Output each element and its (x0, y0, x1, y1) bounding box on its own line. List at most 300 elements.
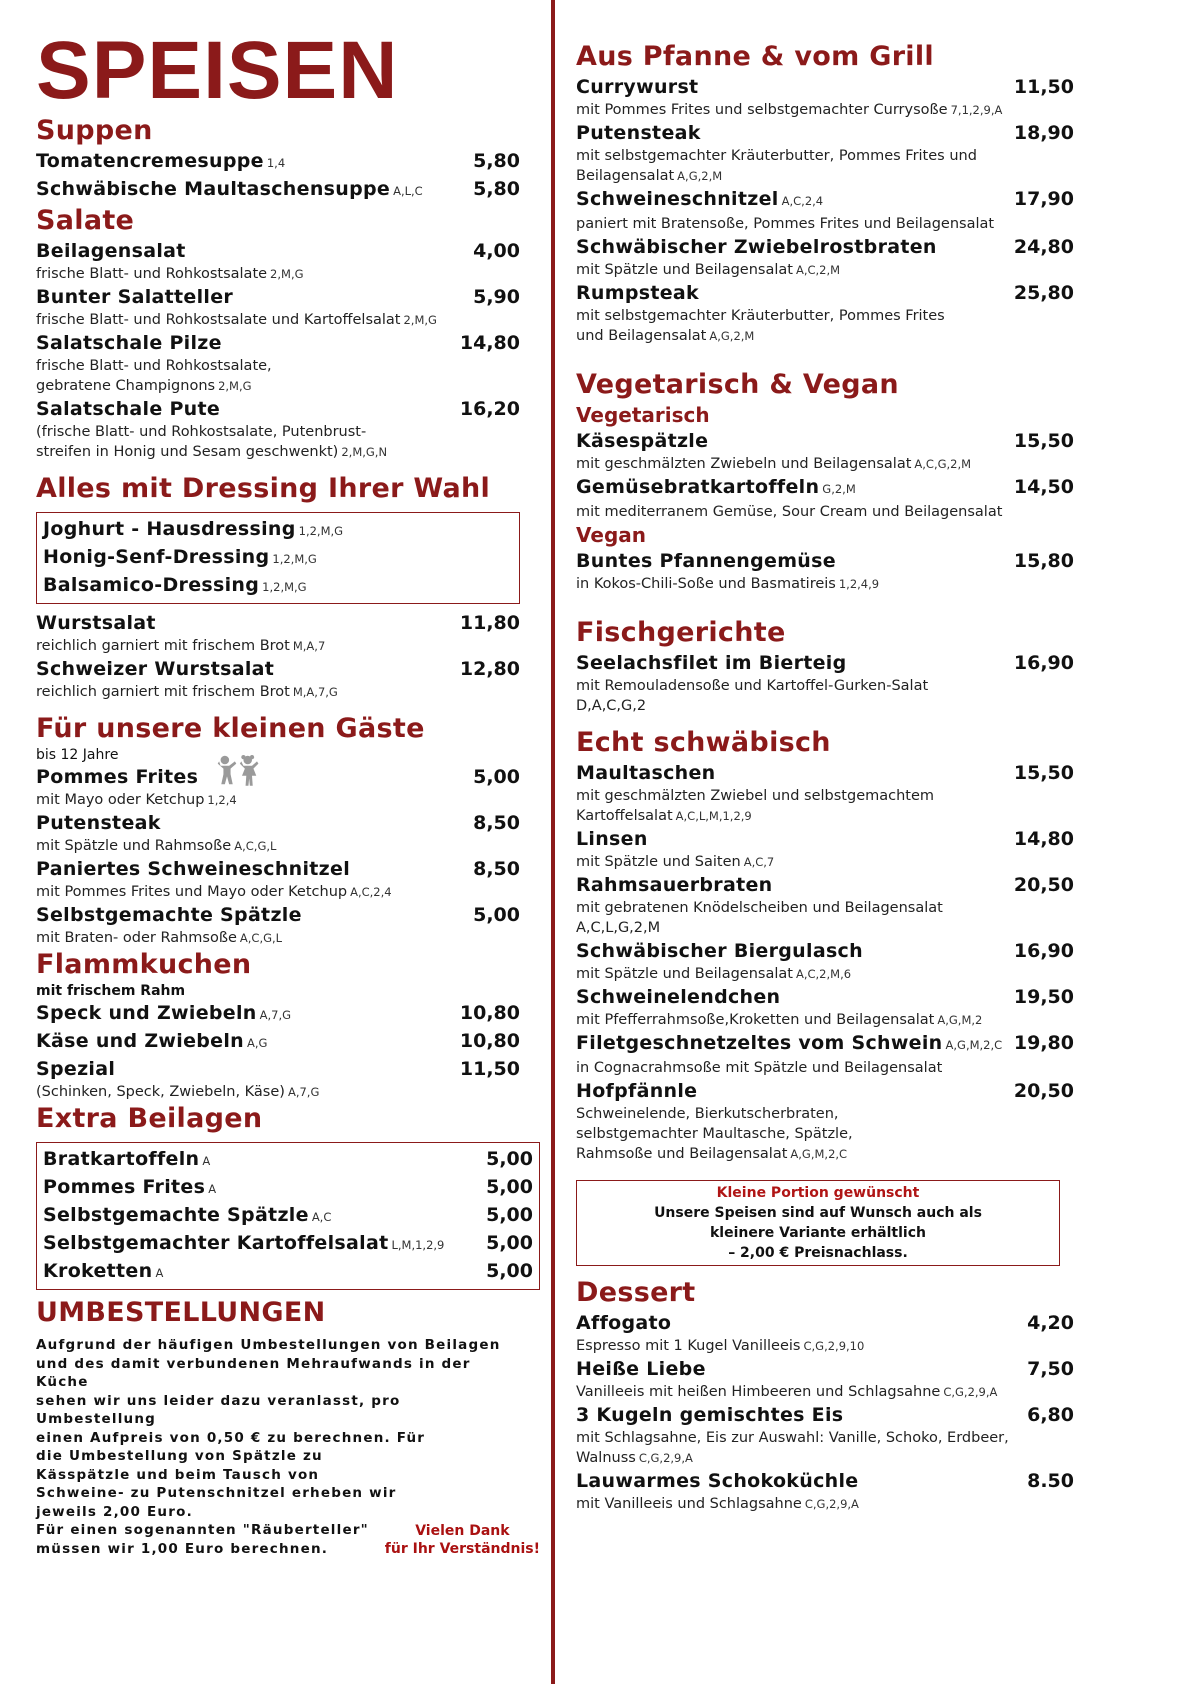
section-heading: Echt schwäbisch (576, 727, 831, 758)
item-name: Rumpsteak (576, 282, 699, 304)
description-line: frische Blatt- und Rohkostsalate, (36, 358, 272, 374)
section-heading: Aus Pfanne & vom Grill (576, 41, 934, 72)
allergen-codes: 1,2,4 (207, 793, 237, 807)
description-line: frische Blatt- und Rohkostsalate und Kartoffelsalat (36, 312, 401, 328)
item-description (576, 260, 1074, 280)
menu-item-row (36, 610, 520, 636)
allergen-codes: A,C,2,4 (781, 194, 824, 208)
item-name-text: Bratkartoffeln (43, 1148, 200, 1170)
menu-item-row (576, 938, 1074, 964)
menu-item-row (576, 234, 1074, 260)
menu-item-row (36, 810, 520, 836)
item-name-text: Pommes Frites (43, 1176, 206, 1198)
menu-item-row (576, 1356, 1074, 1382)
menu-item-name (576, 650, 847, 676)
item-name: Putensteak (36, 812, 161, 834)
description-line: mit Remouladensoße und Kartoffel-Gurken-Salat (576, 678, 929, 694)
allergen-codes: A,L,C (393, 184, 423, 198)
boxed-list-item (43, 1202, 533, 1230)
allergen-codes: G,2,M (822, 482, 856, 496)
item-price: 11,50 (1013, 76, 1074, 98)
boxed-list-item (43, 1230, 533, 1258)
item-description (36, 882, 520, 902)
item-name-text: Selbstgemachter Kartoffelsalat (43, 1232, 389, 1254)
item-name: Selbstgemachte Spätzle (36, 904, 302, 926)
subsection-heading: Vegan (576, 523, 646, 547)
item-price: 11,50 (459, 1058, 520, 1080)
menu-item (576, 1078, 1074, 1164)
menu-item (36, 1000, 520, 1028)
menu-item-name (36, 238, 186, 264)
menu-item-row (36, 1000, 520, 1028)
menu-item-name (576, 234, 937, 260)
item-name-text: Selbstgemachte Spätzle (43, 1204, 309, 1226)
menu-item-row (576, 186, 1074, 214)
boxed-list (36, 1142, 540, 1290)
description-line: mit Mayo oder Ketchup (36, 792, 205, 808)
item-description (576, 852, 1074, 872)
menu-item-row (576, 1030, 1074, 1058)
item-name: Schweineschnitzel (576, 188, 779, 210)
item-price: 5,80 (473, 178, 520, 200)
section-note: mit frischem Rahm (36, 983, 186, 999)
menu-item-name (576, 1356, 706, 1382)
description-line: mit selbstgemachter Kräuterbutter, Pommes Frites (576, 308, 945, 324)
allergen-codes: 2,M,G (403, 313, 437, 327)
allergen-codes: A,7,G (287, 1085, 320, 1099)
notice-line: sehen wir uns leider dazu veranlasst, pro Umbestellung (36, 1392, 401, 1427)
item-description (576, 502, 1074, 522)
item-price: 11,80 (459, 612, 520, 634)
boxed-list (36, 512, 520, 604)
menu-item-row (576, 280, 1074, 306)
menu-item-name (576, 1310, 671, 1336)
item-description (36, 356, 520, 376)
item-name: Schwäbischer Zwiebelrostbraten (576, 236, 937, 258)
item-description (36, 636, 520, 656)
menu-item-row (36, 856, 520, 882)
item-name: Beilagensalat (36, 240, 186, 262)
item-price: 5,00 (486, 1204, 533, 1226)
item-price: 5,80 (473, 150, 520, 172)
menu-item (576, 1356, 1074, 1402)
item-description (576, 918, 1074, 938)
menu-item-row (36, 330, 520, 356)
allergen-codes: A,C,L,M,1,2,9 (675, 809, 752, 823)
menu-item-name (576, 474, 856, 502)
menu-item-name (576, 1468, 858, 1494)
item-name: Lauwarmes Schokoküchle (576, 1470, 859, 1492)
item-price: 19,50 (1013, 986, 1074, 1008)
notice-line: die Umbestellung von Spätzle zu (36, 1448, 323, 1464)
description-line: mit gebratenen Knödelscheiben und Beilagensalat (576, 900, 943, 916)
allergen-codes: A,C,G,L (234, 839, 277, 853)
item-price: 8,50 (473, 812, 520, 834)
item-description (36, 310, 520, 330)
allergen-codes: 2,M,G (270, 267, 304, 281)
item-price: 14,80 (1013, 828, 1074, 850)
menu-item-name (576, 548, 836, 574)
menu-item-name (36, 810, 161, 836)
item-price: 8,50 (473, 858, 520, 880)
boxed-list-item (43, 1146, 533, 1174)
allergen-codes: A,C,2,M,6 (795, 967, 852, 981)
item-name: Currywurst (576, 76, 699, 98)
item-description (576, 898, 1074, 918)
item-name: Käse und Zwiebeln (36, 1030, 244, 1052)
menu-item-row (576, 1468, 1074, 1494)
item-name-text: Honig-Senf-Dressing (43, 546, 270, 568)
small-portion-note (576, 1180, 1060, 1266)
menu-item (36, 902, 520, 948)
menu-item (36, 284, 520, 330)
description-line: in Cognacrahmsoße mit Spätzle und Beilagensalat (576, 1060, 943, 1076)
notice-line: jeweils 2,00 Euro. (36, 1503, 193, 1520)
menu-item-name (576, 1030, 1002, 1058)
menu-item (576, 984, 1074, 1030)
menu-item-row (36, 1056, 520, 1082)
item-description (36, 1082, 520, 1102)
description-line: mit mediterranem Gemüse, Sour Cream und Beilagensalat (576, 504, 1003, 520)
item-description (576, 1336, 1074, 1356)
menu-item (576, 760, 1074, 826)
allergen-codes: A,C,G,L (239, 931, 283, 945)
thanks-line: für Ihr Verständnis! (384, 1541, 540, 1557)
menu-item (576, 120, 1074, 186)
menu-item-name (36, 656, 274, 682)
item-name: Paniertes Schweineschnitzel (36, 858, 351, 880)
allergen-codes: A,C,2,4 (350, 885, 392, 899)
description-line: mit Spätzle und Beilagensalat (576, 966, 793, 982)
menu-item-row (576, 872, 1074, 898)
menu-item-name (36, 396, 220, 422)
item-price: 4,00 (473, 240, 520, 262)
item-price: 5,00 (473, 904, 520, 926)
item-price: 14,80 (459, 332, 520, 354)
menu-item-row (36, 176, 520, 204)
item-description (576, 1494, 1074, 1514)
note-line: kleinere Variante erhältlich (709, 1225, 926, 1241)
item-description (576, 964, 1074, 984)
menu-item (576, 872, 1074, 938)
allergen-codes: 2,M,G,N (341, 445, 388, 459)
menu-item-row (36, 284, 520, 310)
allergen-codes: C,G,2,9,A (638, 1451, 693, 1465)
item-price: 14,50 (1013, 476, 1074, 498)
item-price: 10,80 (459, 1002, 520, 1024)
item-name: Pommes Frites (36, 766, 199, 788)
menu-item (36, 238, 520, 284)
menu-item-name (36, 148, 285, 176)
menu-item (36, 1028, 520, 1056)
item-price: 6,80 (1027, 1404, 1074, 1426)
notice-line: Für einen sogenannten "Räuberteller" (36, 1522, 369, 1538)
allergen-codes: C,G,2,9,A (943, 1385, 998, 1399)
description-line: mit Pommes Frites und Mayo oder Ketchup (36, 884, 348, 900)
section-heading: Dessert (576, 1277, 696, 1308)
item-description (36, 422, 520, 442)
menu-item (36, 764, 520, 810)
allergen-codes: A,C,2,M (795, 263, 841, 277)
menu-item-row (576, 1310, 1074, 1336)
item-price: 5,90 (473, 286, 520, 308)
description-line: mit selbstgemachter Kräuterbutter, Pommes Frites und (576, 148, 977, 164)
menu-item (36, 330, 520, 396)
description-line: reichlich garniert mit frischem Brot (36, 638, 290, 654)
item-description (576, 454, 1074, 474)
menu-item (576, 650, 1074, 716)
description-line: mit Spätzle und Rahmsoße (36, 838, 232, 854)
description-line: gebratene Champignons (36, 378, 216, 394)
description-line: mit Braten- oder Rahmsoße (36, 930, 237, 946)
menu-item-row (36, 1028, 520, 1056)
allergen-codes: A,7,G (259, 1008, 292, 1022)
allergen-codes: 1,2,M,G (298, 524, 344, 538)
boxed-list-item (43, 516, 513, 544)
description-line: mit Spätzle und Saiten (576, 854, 741, 870)
menu-item-name (36, 902, 302, 928)
menu-item (576, 74, 1074, 120)
item-description (576, 146, 1074, 166)
page-title: SPEISEN (36, 25, 399, 116)
description-line: frische Blatt- und Rohkostsalate (36, 266, 268, 282)
item-description (576, 166, 1074, 186)
item-name-text: Kroketten (43, 1260, 153, 1282)
allergen-codes: C,G,2,9,10 (803, 1339, 865, 1353)
menu-item (576, 1468, 1074, 1514)
item-name (43, 1202, 331, 1230)
item-name (43, 1230, 444, 1258)
menu-item-row (576, 428, 1074, 454)
section-heading: Alles mit Dressing Ihrer Wahl (36, 473, 491, 504)
menu-item-name (36, 1028, 267, 1056)
item-name: Spezial (36, 1058, 116, 1080)
item-name: Wurstsalat (36, 612, 156, 634)
item-price: 5,00 (473, 766, 520, 788)
description-line: Beilagensalat (576, 168, 675, 184)
menu-item (576, 1402, 1074, 1468)
item-price: 10,80 (459, 1030, 520, 1052)
item-description (576, 806, 1074, 826)
allergen-codes: 7,1,2,9,A (950, 103, 1003, 117)
reorder-notice (36, 1336, 540, 1558)
description-line: und Beilagensalat (576, 328, 707, 344)
notice-line: Kässpätzle und beim Tausch von (36, 1466, 320, 1483)
description-line: mit Vanilleeis und Schlagsahne (576, 1496, 802, 1512)
notice-line: einen Aufpreis von 0,50 € zu berechnen. Für (36, 1429, 426, 1446)
item-name: Linsen (576, 828, 648, 850)
section-note: bis 12 Jahre (36, 747, 119, 763)
menu-item (576, 234, 1074, 280)
section-heading: Flammkuchen (36, 949, 252, 980)
menu-item (36, 856, 520, 902)
notice-line: Schweine- zu Putenschnitzel erheben wir (36, 1485, 397, 1501)
menu-item-name (576, 1078, 697, 1104)
description-line: mit Pfefferrahmsoße,Kroketten und Beilagensalat (576, 1012, 935, 1028)
allergen-codes: A (202, 1154, 211, 1168)
item-price: 5,00 (486, 1148, 533, 1170)
thanks-line: Vielen Dank (415, 1523, 510, 1539)
item-price: 8.50 (1027, 1470, 1074, 1492)
description-line: mit geschmälzten Zwiebel und selbstgemachtem (576, 788, 935, 804)
item-description (576, 326, 1074, 346)
menu-item-name (576, 826, 648, 852)
menu-item-name (36, 610, 156, 636)
item-description (36, 790, 520, 810)
item-price: 16,90 (1013, 940, 1074, 962)
menu-item (36, 396, 520, 462)
menu-item-row (576, 74, 1074, 100)
item-description (576, 1104, 1074, 1124)
description-line: (Schinken, Speck, Zwiebeln, Käse) (36, 1084, 285, 1100)
description-line: streifen in Honig und Sesam geschwenkt) (36, 444, 339, 460)
note-title: Kleine Portion gewünscht (716, 1185, 920, 1201)
menu-item-name (36, 764, 198, 790)
description-line: mit Spätzle und Beilagensalat (576, 262, 793, 278)
menu-item-name (576, 760, 715, 786)
menu-item (36, 1056, 520, 1102)
item-description (576, 676, 1074, 696)
menu-item-row (576, 474, 1074, 502)
item-name (43, 572, 307, 600)
description-line: in Kokos-Chili-Soße und Basmatireis (576, 576, 836, 592)
item-description (576, 1124, 1074, 1144)
item-description (576, 1144, 1074, 1164)
item-description (576, 1448, 1074, 1468)
boxed-list-item (43, 572, 513, 600)
item-price: 5,00 (486, 1260, 533, 1282)
menu-item (576, 826, 1074, 872)
menu-item (576, 474, 1074, 522)
allergen-codes: A (208, 1182, 217, 1196)
menu-item-name (576, 280, 699, 306)
menu-item-row (36, 902, 520, 928)
item-name: Buntes Pfannengemüse (576, 550, 836, 572)
item-name: Salatschale Pute (36, 398, 221, 420)
item-price: 7,50 (1027, 1358, 1074, 1380)
menu-item (576, 548, 1074, 594)
item-price: 24,80 (1013, 236, 1074, 258)
menu-item-row (36, 764, 520, 790)
section-heading: Salate (36, 205, 135, 236)
description-line: mit Pommes Frites und selbstgemachter Currysoße (576, 102, 948, 118)
notice-line: müssen wir 1,00 Euro berechnen. (36, 1540, 329, 1557)
item-price: 15,80 (1013, 550, 1074, 572)
menu-item-row (36, 238, 520, 264)
allergen-codes: A,C (311, 1210, 332, 1224)
item-description (576, 696, 1074, 716)
description-line: reichlich garniert mit frischem Brot (36, 684, 290, 700)
allergen-codes: A (155, 1266, 164, 1280)
allergen-codes: A,G (246, 1036, 268, 1050)
item-name (43, 516, 343, 544)
item-name-text: Joghurt - Hausdressing (43, 518, 296, 540)
item-name: Schweizer Wurstsalat (36, 658, 275, 680)
item-name: Heiße Liebe (576, 1358, 706, 1380)
allergen-codes: A,G,M,2,C (790, 1147, 848, 1161)
item-name: Speck und Zwiebeln (36, 1002, 257, 1024)
section-heading: Extra Beilagen (36, 1103, 263, 1134)
description-line: D,A,C,G,2 (576, 698, 647, 714)
item-description (36, 682, 520, 702)
item-price: 25,80 (1013, 282, 1074, 304)
menu-item (576, 280, 1074, 346)
item-price: 20,50 (1013, 874, 1074, 896)
item-description (576, 100, 1074, 120)
menu-item-name (576, 1402, 843, 1428)
item-name: Schweinelendchen (576, 986, 781, 1008)
menu-item-name (36, 284, 233, 310)
menu-item (36, 656, 520, 702)
allergen-codes: A,C,7 (743, 855, 775, 869)
note-line: – 2,00 € Preisnachlass. (728, 1245, 908, 1261)
right-column (576, 40, 1074, 1514)
item-price: 16,20 (459, 398, 520, 420)
menu-item (576, 186, 1074, 234)
boxed-list-item (43, 1258, 533, 1286)
notice-line: Aufgrund der häufigen Umbestellungen von Beilagen (36, 1337, 501, 1353)
menu-item-name (36, 1056, 115, 1082)
menu-item-row (36, 396, 520, 422)
section-heading: Vegetarisch & Vegan (576, 369, 899, 400)
item-name: Maultaschen (576, 762, 716, 784)
menu-item-name (576, 120, 701, 146)
kids-icon (212, 754, 262, 786)
allergen-codes: A,G,2,M (709, 329, 755, 343)
description-line: (frische Blatt- und Rohkostsalate, Putenbrust- (36, 424, 367, 440)
item-name: Filetgeschnetzeltes vom Schwein (576, 1032, 943, 1054)
item-name: Affogato (576, 1312, 672, 1334)
item-description (576, 306, 1074, 326)
allergen-codes: 2,M,G (218, 379, 252, 393)
item-price: 17,90 (1013, 188, 1074, 210)
description-line: mit Schlagsahne, Eis zur Auswahl: Vanille, Schoko, Erdbeer, (576, 1430, 1009, 1446)
item-name: Gemüsebratkartoffeln (576, 476, 820, 498)
menu-item (36, 148, 520, 176)
menu-item-name (36, 176, 423, 204)
menu-item-row (576, 650, 1074, 676)
menu-item-row (36, 148, 520, 176)
menu-item-name (576, 872, 772, 898)
menu-item-row (576, 120, 1074, 146)
description-line: Espresso mit 1 Kugel Vanilleeis (576, 1338, 801, 1354)
menu-item-name (36, 330, 222, 356)
item-name: Bunter Salatteller (36, 286, 234, 308)
menu-item-name (36, 1000, 291, 1028)
menu-item-row (576, 826, 1074, 852)
menu-item-name (36, 856, 350, 882)
allergen-codes: A,G,2,M (677, 169, 723, 183)
item-name (43, 1146, 210, 1174)
item-name: Schwäbische Maultaschensuppe (36, 178, 391, 200)
menu-item (36, 176, 520, 204)
description-line: selbstgemachter Maultasche, Spätzle, (576, 1126, 853, 1142)
item-price: 16,90 (1013, 652, 1074, 674)
boxed-list-item (43, 1174, 533, 1202)
item-name-text: Balsamico-Dressing (43, 574, 260, 596)
menu-item-name (576, 74, 698, 100)
allergen-codes: A,C,G,2,M (914, 457, 972, 471)
allergen-codes: A,G,M,2 (937, 1013, 983, 1027)
menu-item (576, 1030, 1074, 1078)
item-description (576, 574, 1074, 594)
menu-item (36, 610, 520, 656)
item-name (43, 1174, 216, 1202)
item-name: 3 Kugeln gemischtes Eis (576, 1404, 844, 1426)
item-name: Salatschale Pilze (36, 332, 222, 354)
item-name: Rahmsauerbraten (576, 874, 773, 896)
menu-item-row (576, 1402, 1074, 1428)
